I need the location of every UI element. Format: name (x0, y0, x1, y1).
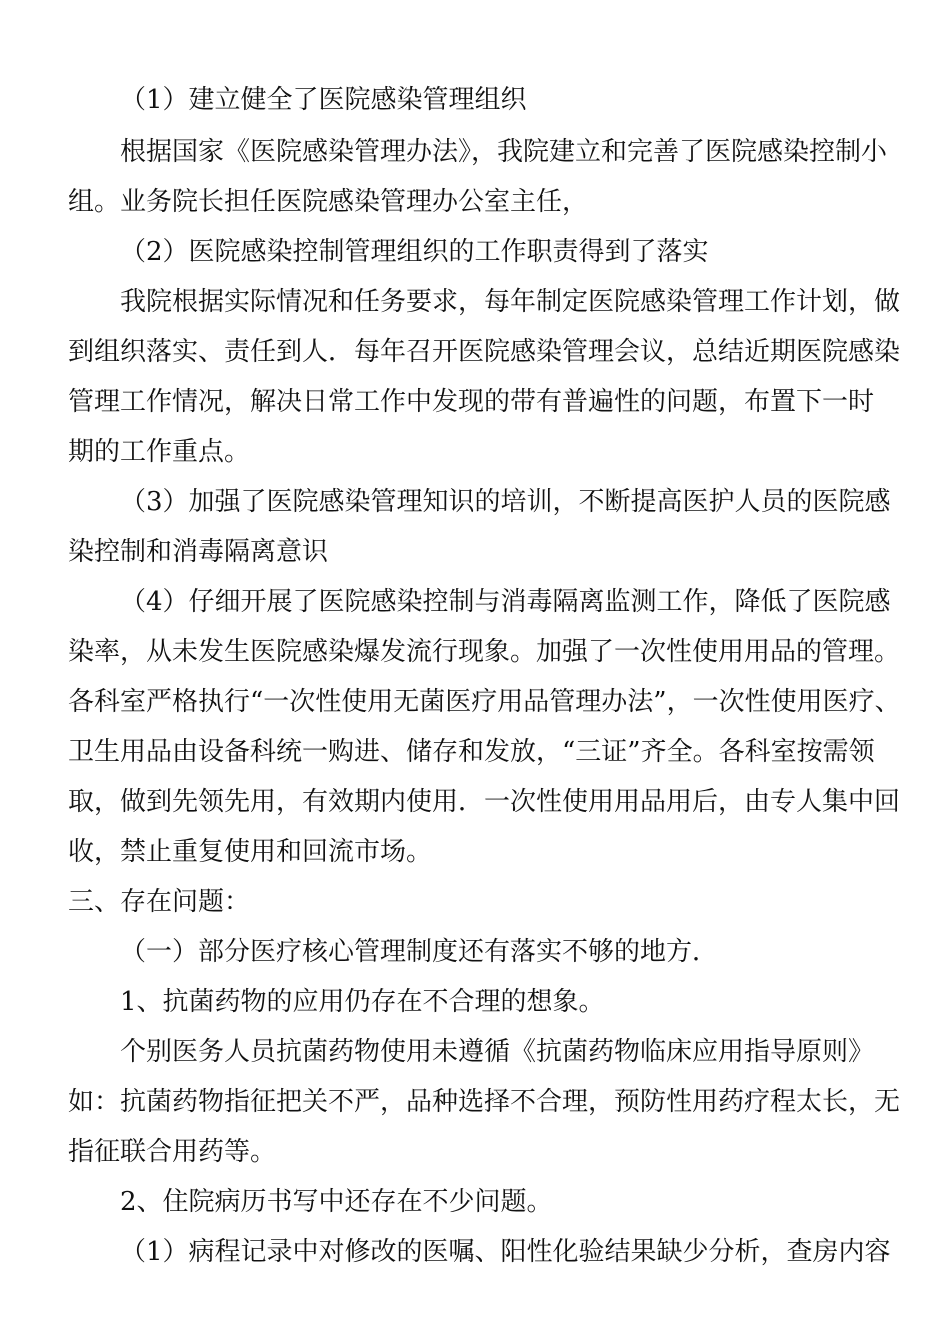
paragraph-line: 染率，从未发生医院感染爆发流行现象。加强了一次性使用用品的管理。 (68, 637, 901, 667)
subheading-antibiotics: 1、抗菌药物的应用仍存在不合理的想象。 (120, 987, 605, 1017)
paragraph-line: （1）病程记录中对修改的医嘱、阳性化验结果缺少分析，查房内容 (120, 1237, 891, 1267)
paragraph-line: 如：抗菌药物指征把关不严，品种选择不合理，预防性用药疗程太长，无 (68, 1087, 901, 1117)
paragraph-line: 各科室严格执行“一次性使用无菌医疗用品管理办法”，一次性使用医疗、 (68, 687, 901, 717)
paragraph-line: 到组织落实、责任到人．每年召开医院感染管理会议，总结近期医院感染 (68, 337, 901, 367)
heading-training: （3）加强了医院感染管理知识的培训，不断提高医护人员的医院感 (120, 487, 891, 517)
section-heading-problems: 三、存在问题： (68, 887, 251, 917)
heading-monitoring: （4）仔细开展了医院感染控制与消毒隔离监测工作，降低了医院感 (120, 587, 891, 617)
subheading-core-system: （一）部分医疗核心管理制度还有落实不够的地方． (120, 937, 719, 967)
paragraph-line: 指征联合用药等。 (68, 1137, 277, 1167)
paragraph-line: 个别医务人员抗菌药物使用未遵循《抗菌药物临床应用指导原则》 (120, 1037, 875, 1067)
heading-responsibilities: （2）医院感染控制管理组织的工作职责得到了落实 (120, 237, 709, 267)
subheading-medical-records: 2、住院病历书写中还存在不少问题。 (120, 1187, 553, 1217)
paragraph-line: 染控制和消毒隔离意识 (68, 537, 329, 567)
paragraph-line: 管理工作情况，解决日常工作中发现的带有普遍性的问题，布置下一时 (68, 387, 875, 417)
paragraph-line: 组。业务院长担任医院感染管理办公室主任， (68, 187, 589, 217)
paragraph-line: 卫生用品由设备科统一购进、储存和发放，“三证”齐全。各科室按需领 (68, 737, 875, 767)
paragraph-line: 我院根据实际情况和任务要求，每年制定医院感染管理工作计划，做 (120, 287, 901, 317)
paragraph-line: 期的工作重点。 (68, 437, 251, 467)
paragraph-line: 收，禁止重复使用和回流市场。 (68, 837, 433, 867)
paragraph-line: 取，做到先领先用，有效期内使用．一次性使用用品用后，由专人集中回 (68, 787, 901, 817)
heading-infection-organization: （1）建立健全了医院感染管理组织 (120, 85, 527, 115)
paragraph-line: 根据国家《医院感染管理办法》，我院建立和完善了医院感染控制小 (120, 137, 888, 167)
